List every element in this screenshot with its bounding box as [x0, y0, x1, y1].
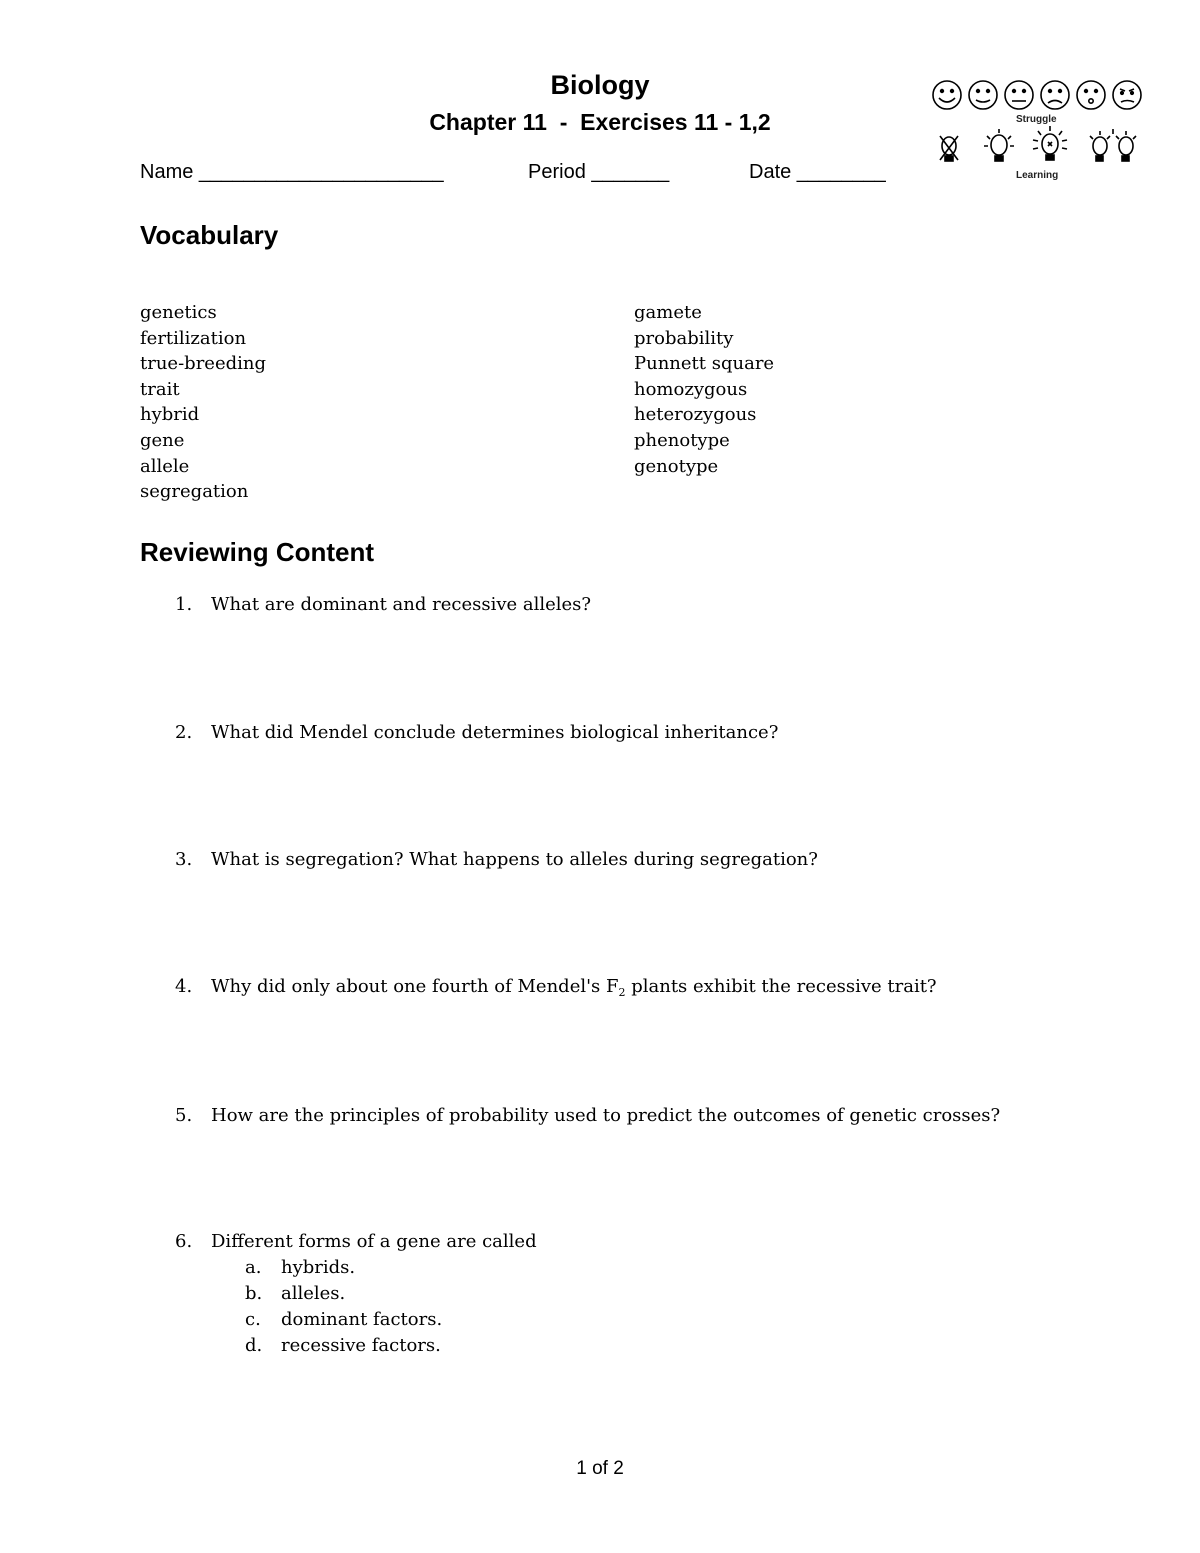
question-6 — [175, 1229, 537, 1255]
self-assessment-rating — [928, 74, 1143, 186]
date-field: Date ________ — [749, 161, 886, 183]
question-text: How are the principles of probability used to predict the outcomes of genetic crosses? — [211, 1105, 1001, 1126]
vocab-term: fertilization — [140, 327, 247, 349]
question-2 — [175, 720, 778, 746]
learning-label: Learning — [1016, 170, 1059, 181]
dim-bulb-icon — [984, 129, 1014, 161]
period-field: Period _______ — [528, 161, 670, 183]
question-number: 1. — [175, 594, 193, 615]
vocab-term: trait — [140, 378, 180, 400]
neutral-face-icon — [1005, 81, 1033, 109]
choice-c — [245, 1307, 442, 1333]
vocab-term: probability — [634, 327, 734, 349]
vocabulary-list-right — [634, 300, 774, 479]
chapter-subtitle: Chapter 11 - Exercises 11 - 1,2 — [429, 109, 771, 135]
subscript-2: 2 — [618, 986, 626, 999]
choice-letter: b. — [245, 1283, 263, 1304]
vocab-term: homozygous — [634, 378, 748, 400]
question-number: 2. — [175, 722, 193, 743]
vocab-term: gamete — [634, 302, 702, 323]
question-text: Different forms of a gene are called — [211, 1231, 537, 1252]
choice-a — [245, 1255, 355, 1281]
vocabulary-heading: Vocabulary — [140, 220, 279, 250]
question-text: What did Mendel conclude determines biological inheritance? — [211, 722, 779, 743]
vocab-term: genetics — [140, 302, 217, 323]
page-title: Biology — [550, 70, 650, 100]
puzzled-face-icon — [1113, 81, 1141, 109]
slight-smile-face-icon — [969, 81, 997, 109]
choice-text: dominant factors. — [281, 1309, 443, 1330]
choice-text: hybrids. — [281, 1257, 356, 1278]
name-field: Name ______________________ — [140, 161, 444, 183]
frown-face-icon — [1041, 81, 1069, 109]
choice-letter: d. — [245, 1335, 263, 1356]
vocab-term: phenotype — [634, 429, 730, 451]
choice-text: recessive factors. — [281, 1335, 441, 1356]
vocab-term: genotype — [634, 455, 719, 477]
question-1 — [175, 592, 591, 618]
broken-bulb-icon — [940, 136, 958, 161]
question-text: Why did only about one fourth of Mendel's F — [211, 976, 619, 997]
worried-face-icon — [1077, 81, 1105, 109]
vocabulary-list-left — [140, 300, 266, 505]
bright-bulb-icon — [1033, 126, 1067, 160]
vocab-term: true-breeding — [140, 353, 266, 375]
choice-b — [245, 1281, 345, 1307]
multiple-bulbs-icon — [1090, 129, 1136, 161]
struggle-label: Struggle — [1016, 114, 1057, 125]
vocab-term: segregation — [140, 481, 249, 503]
smile-face-icon — [933, 81, 961, 109]
question-number: 3. — [175, 849, 193, 870]
vocab-term: allele — [140, 455, 190, 477]
question-number: 4. — [175, 976, 193, 997]
choice-letter: a. — [245, 1257, 262, 1278]
vocab-term: gene — [140, 429, 185, 451]
page-number: 1 of 2 — [576, 1458, 624, 1479]
vocab-term: hybrid — [140, 404, 200, 426]
question-4 — [175, 974, 937, 1006]
question-3 — [175, 847, 818, 873]
vocab-term: heterozygous — [634, 404, 757, 426]
question-number: 6. — [175, 1231, 193, 1252]
question-text: What is segregation? What happens to alleles during segregation? — [211, 849, 818, 870]
question-text-continued: plants exhibit the recessive trait? — [625, 976, 937, 997]
choice-letter: c. — [245, 1309, 261, 1330]
vocab-term: Punnett square — [634, 353, 775, 375]
question-5 — [175, 1103, 1000, 1129]
question-number: 5. — [175, 1105, 193, 1126]
question-text: What are dominant and recessive alleles? — [211, 594, 592, 615]
choice-d — [245, 1333, 441, 1359]
reviewing-content-heading: Reviewing Content — [140, 537, 375, 567]
choice-text: alleles. — [281, 1283, 346, 1304]
